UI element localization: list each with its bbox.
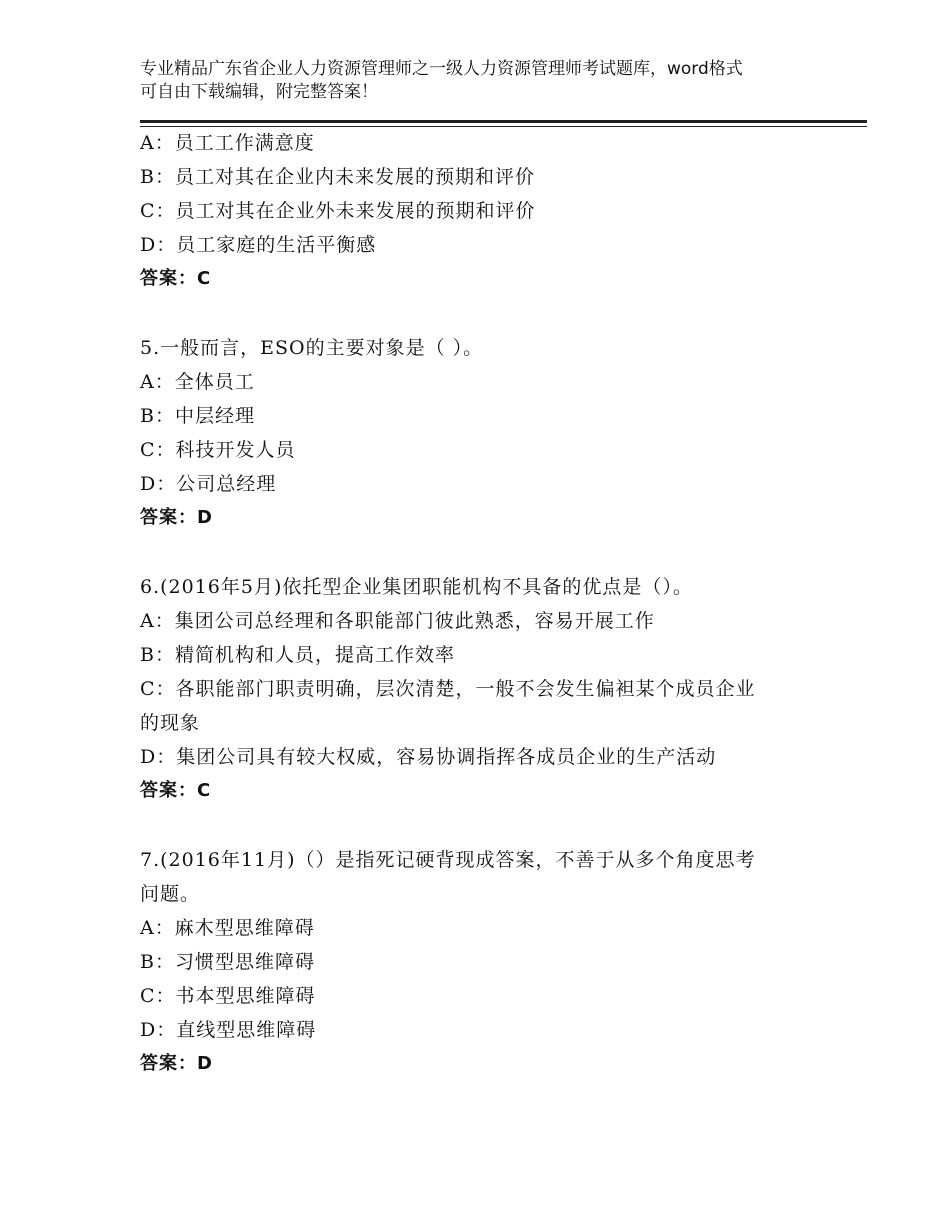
spacer — [140, 296, 820, 331]
header-divider-thick — [140, 120, 867, 123]
option-d: D：直线型思维障碍 — [140, 1019, 317, 1041]
question-list — [140, 126, 820, 1081]
answer: 答案：D — [140, 1053, 213, 1074]
option-b: B：中层经理 — [140, 405, 255, 427]
option-c: C：员工对其在企业外未来发展的预期和评价 — [140, 200, 536, 222]
spacer — [140, 535, 820, 570]
question-stem: 6.(2016年5月)依托型企业集团职能机构不具备的优点是（）。 — [140, 576, 693, 598]
option-c-continued: 的现象 — [140, 712, 201, 734]
question-stem: 5.一般而言，ESO的主要对象是（ ）。 — [140, 337, 484, 359]
question-4 — [140, 126, 820, 296]
option-c: C：各职能部门职责明确，层次清楚，一般不会发生偏袒某个成员企业 — [140, 678, 756, 700]
header-line-2: 可自由下载编辑，附完整答案！ — [140, 82, 378, 102]
option-b: B：员工对其在企业内未来发展的预期和评价 — [140, 166, 535, 188]
option-c: C：书本型思维障碍 — [140, 985, 316, 1007]
option-a: A：集团公司总经理和各职能部门彼此熟悉，容易开展工作 — [140, 610, 655, 632]
page-header — [140, 58, 840, 104]
option-b: B：习惯型思维障碍 — [140, 951, 315, 973]
question-6 — [140, 570, 820, 808]
option-b: B：精简机构和人员，提高工作效率 — [140, 644, 455, 666]
option-d: D：公司总经理 — [140, 473, 277, 495]
question-5 — [140, 331, 820, 535]
question-stem-continued: 问题。 — [140, 883, 201, 905]
answer: 答案：D — [140, 507, 213, 528]
option-d: D：集团公司具有较大权威，容易协调指挥各成员企业的生产活动 — [140, 746, 717, 768]
question-stem: 7.(2016年11月)（）是指死记硬背现成答案，不善于从多个角度思考 — [140, 849, 756, 871]
question-7 — [140, 843, 820, 1081]
option-a: A：全体员工 — [140, 371, 255, 393]
spacer — [140, 808, 820, 843]
option-a: A：麻木型思维障碍 — [140, 917, 315, 939]
header-line-1: 专业精品广东省企业人力资源管理师之一级人力资源管理师考试题库，word格式 — [140, 59, 743, 79]
answer: 答案：C — [140, 268, 212, 289]
answer: 答案：C — [140, 780, 212, 801]
option-a: A：员工工作满意度 — [140, 132, 315, 154]
option-c: C：科技开发人员 — [140, 439, 296, 461]
option-d: D：员工家庭的生活平衡感 — [140, 234, 377, 256]
